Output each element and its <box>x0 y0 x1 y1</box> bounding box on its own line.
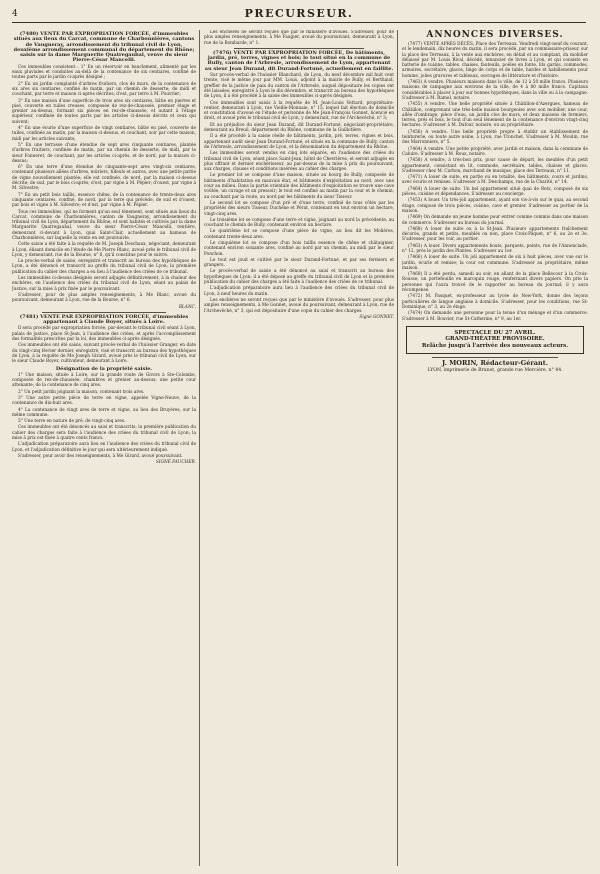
paragraph: Le quatrième lot se compose d'une pièce de vigne, au lieu dit les Molières, contenant trente-deux ares. <box>204 229 394 240</box>
notice-line: SPECTACLE DU 27 AVRIL. <box>454 329 536 336</box>
paragraph: L'adjudication préparatoire aura lieu à l'audience des criées du tribunal civil de Lyon, à neuf heures du matin. <box>204 286 394 297</box>
paragraph: Tous ces immeubles, qui ne forment qu'un seul tènement, sont situés aux lieux du Carcat, commune de Charbonnières, canton de Vaugneray, arrondissement du tribunal civil de Lyon, département du Rhône, et sont habités et cultivés par la dame Marguerite Quatregaubal, veuve du sieur Pierre-César Mancelli, rentière, demeurant ci-devant à Lyon, quai Saint-Clair, actuellement au hameau de Charbonnières, sur laquelle la vente en est poursuivie. <box>12 209 196 241</box>
classified-ad: (7456) A vendre. Une belle propriété propre à établir un établissement de teinturerie, ou toute autre usine, à Lyon, rue Tronchet. S'adresser à M. Moulin, rue des Marronniers, n° 5. <box>402 129 588 146</box>
classified-ad: (7466) A louer de suite. Un joli appartement de six à huit pièces, avec vue sur le jardin, écurie et remise; la cour est commune. S'adresser au propriétaire, même maison. <box>402 255 588 271</box>
paragraph: 4° En une écurie d'une superficie de vingt centiares, bâtie en pisé, couverte de tuiles, confinée au matin, par la maison ci-dessus, et couchant, soir par cette maison, midi par les articles suivants; <box>12 126 196 142</box>
notice-heading: (7481) VENTE PAR EXPROPRIATION FORCÉE, d'immeubles appartenant à Claude Boyer, situés à Loire. <box>19 313 189 326</box>
paragraph: Le tout est jouit et cultivé par le sieur Durand-Fortuné, et par ses fermiers et grangers. <box>204 257 394 269</box>
paragraph: 4° La contenance de vingt ares de terre et vigne, au lieu des Bruyères, sur la même commune. <box>12 407 196 418</box>
paragraph: Le procès-verbal de saisie a été dénoncé au saisi et transcrit au bureau des hypothèques de Lyon; il a été déposé au greffe du tribunal civil de Lyon et la première publication du cahier des charges a été faite à l'audience des criées de ce tribunal. <box>204 269 394 286</box>
editor-name: J. MORIN, Rédacteur-Gérant. <box>442 358 548 367</box>
notice-line: GRAND-THÉATRE PROVISOIRE. <box>445 336 545 343</box>
paragraph: Les immeubles seront vendus en cinq lots séparés, en l'audience des criées du tribunal civil de Lyon, séant place Saint-Jean, hôtel de Chevrières, et seront adjugés en plus offrant et dernier enchérisseur, au par-dessus de la mise à prix du poursuivant, aux charges, clauses et conditions insérées au cahier des charges. <box>204 151 394 173</box>
paragraph: 6° En une terre d'une étendue de cinquante-sept ares vingt-six centiares, contenant plusieurs allées d'arbres, mûriers, tilleuls et autres, avec une petite partie de vigne nouvellement plantée; elle est confinée, de nord, par la maison ci-dessus décrite; de sud, par le bois ci-après; d'est, par vigne à M. Pépier; d'ouest, par vigne à M. Silvestre; <box>12 165 196 192</box>
paragraph: 3° Une autre petite pièce de terre en vigne, appelée Vigne-Neuve, de la contenance de dix-huit ares. <box>12 396 196 407</box>
paragraph: Ces immeubles ont été dénoncés au saisi et transcrits; la première publication du cahier des charges sera faite à l'audience des criées du tribunal civil de Lyon; la mise à prix est fixée à quatre cents francs. <box>12 425 196 442</box>
column-rule-1 <box>199 30 200 866</box>
paragraph: Les enchères ne seront reçues que par le ministère d'avoués. S'adresser, pour de plus amples renseignements, à Me Faugier, avoué du poursuivant, demeurant à Lyon, rue de la Bombarde, n° 1. <box>204 30 394 46</box>
spectacle-notice <box>406 326 584 354</box>
paragraph: 5° Une terre en nature de pré, de vingt-cinq ares. <box>18 419 126 425</box>
paragraph: Il a été procédé à la saisie réelle de bâtiments, jardin, pré, terres, vignes et bois, appartenant audit sieur Jean Durand-Fortuné, et situés en la commune de Bully, canton de l'Arbresle, arrondissement de Lyon, et la dénomination du département du Rhône. <box>204 134 394 150</box>
classified-ad: (7477) VENTE APRÈS DÉCÈS, Place des Terreaux. Vendredi vingt-neuf du courant, et le lendemain, dix heures du matin, il sera procédé, par un commissaire-priseur, sur la place des Terreaux, à la vente aux enchères, en détail et au comptant, du mobilier délaissé par M. Louis Rival, décédé, tenancier de livres à Lyon, et qui consiste en batterie de cuisine, tables, chaises, fauteuils, poêles en fonte, lits garnis, commodes, armoires, secrétaire, glaces, linge de corps et de table, hardes et habillements pour homme, jolies gravures et tableaux, ouvrages de littérature et d'histoire. <box>402 42 588 79</box>
paragraph: 7° En un petit bois taillis, essence chêne, de la contenance de trente-deux ares cinquante centiares, confiné, de nord, par la terre qui précède, de sud et d'ouest, par bois et vigne à M. Silvestre; et d'est, par vigne à M. Pépier. <box>12 192 196 209</box>
paragraph: 2° En un jardin complanté d'arbres fruitiers, clos de murs, de la contenance de six ares six centiares, confiné de matin, par un chemin de desserte; de midi et couchant, par terre et maison ci-après décrites; d'est, par terre à M. Pouvrier; <box>12 81 196 98</box>
signature: SIGNÉ FAUCHER. <box>156 460 196 466</box>
classified-ad: (7463) A vendre. Plusieurs maisons dans la ville, de 12 à 50 mille francs. Plusieurs maisons de campagne aux environs de la ville, de 4 à 80 mille francs. Capitaux considérables à placer à jour sur bonnes hypothèques, dans la ville ou à la campagne. S'adresser à M. Ramel, notaire. <box>402 80 588 101</box>
paragraph: Cette saisie a été faite à la requête de M. Joseph Deschaux, négociant, demeurant à Lyon, élisant domicile en l'étude de Me Pierre Blanc, avoué près le tribunal civil de Lyon, y demeurant, rue de la Bourse, n° 6, qu'il constitue pour le suivre. <box>12 242 196 258</box>
paragraph: 5° En une terrasse d'une étendue de sept ares cinquante centiares, plantée d'arbres fruitiers, confinée de matin, par un chemin de desserte; de midi, par le sieur Fonneret, de couchant, par les articles ci-après, et de nord, par la maison ci-dessus; <box>12 142 196 164</box>
paragraph: L'adjudication préparatoire aura lieu en l'audience des criées du tribunal civil de Lyon, et l'adjudication définitive le jour qui sera ultérieurement indiqué. <box>12 442 196 453</box>
classified-ad: (7472) M. Pasquet, ex-professeur au lycée de New-York, donne des leçons particulières de langue anglaise à domicile. S'adresser, pour les conditions, rue St-Dominique, n° 3, au 2e étage. <box>402 294 588 310</box>
paragraph: Le cinquième lot se compose d'un bois taillis essence de chêne et châtaignier, contenant environ soixante ares, confiné au nord par un chemin, au midi par le sieur Ponchon. <box>204 240 394 257</box>
paragraph: Le procès-verbal de saisie, enregistré et transcrit au bureau des hypothèques de Lyon, a été dénoncé et transcrit au greffe du tribunal civil de Lyon; la première publication du cahier des charges a eu lieu à l'audience des criées de ce tribunal. <box>12 259 196 275</box>
paragraph: Les enchères ne seront reçues que par le ministère d'avoués. S'adresser, pour plus amples renseignements, à Me Gonnet, avoué du poursuivant, demeurant à Lyon, rue de l'Archevêché, n° 3, qui est dépositaire d'une copie du cahier des charges. <box>204 297 394 314</box>
page-title: PRECURSEUR. <box>244 7 354 20</box>
signature: Signé GONNET. <box>359 314 394 320</box>
paragraph: Ces immeubles consistent : 1° En un réservoir en bauclement, alimenté par les eaux pluviales et conduites au-delà de la contenance de six centiares, confiné de toutes parts par le jardin ci-après désigné ; <box>12 64 196 81</box>
classified-ad: (7464) A louer de suite. Un bel appartement situé quai de Retz, composé de six pièces, cuisine et dépendances. S'adresser au concierge. <box>402 186 588 198</box>
separator <box>42 312 166 313</box>
column-rule-2 <box>397 30 398 866</box>
classified-ad: (7469) On demande un jeune homme pour entrer comme commis dans une maison de commerce. S'adresser au bureau du journal. <box>402 215 588 226</box>
paragraph: Il sera procédé par expropriation forcée, par-devant le tribunal civil séant à Lyon, palais de justice, place St-Jean, à l'audience des criées, et après l'accomplissement des formalités prescrites par la loi, des immeubles ci-après désignés. <box>12 326 196 343</box>
paragraph: 3° En une maison d'une superficie de trois ares six centiares, bâtie en pierres et pisé, couverte en tuiles creuses, composée de rez-de-chaussée, premier étage et grenier au-dessus, formant six pièces en rez-de-chaussée, et autant à l'étage supérieur, confinée de toutes parts par les articles ci-dessus décrits et ceux qui suivent; <box>12 98 196 125</box>
paragraph: Le second lot se compose d'un pré et d'une terre, confiné de tous côtés par les propriétés des sieurs Tisseur, Duchêne et Pérat, contenant en tout environ un hectare, vingt-cinq ares. <box>204 200 394 217</box>
paragraph: S'adresser, pour de plus amples renseignements, à Me Blanc, avoué du poursuivant, demeurant à Lyon, rue de la Bourse, n° 6. <box>12 292 196 304</box>
classified-ad: (7474) On demande une personne pour la tenue d'un ménage et d'un commerce. S'adresser à M. Bouvier, rue St-Catherine, n° 9, au 1er. <box>402 311 588 322</box>
section-title: ANNONCES DIVERSES. <box>426 30 564 40</box>
paragraph: 1° Une maison, située à Loire, sur la grande route de Givors à Ste-Colombe, composée de rez-de-chaussée, chambres et grenier au-dessus; une petite cour attenante; de la contenance de cinq ares. <box>12 372 196 389</box>
paragraph: Ces immeubles sont saisis à la requête de M. Jean-Louis Vettard, propriétaire-rentier, demeurant à Lyon, rue Vieille-Monnaie, n° 15, lequel fait élection de domicile et constitution d'avoué en l'étude et personne de Me Jean-François Gonnet, licencié en droit, et avoué près le tribunal civil de Lyon, y demeurant, rue de l'Archevêché, n° 3; <box>204 100 394 122</box>
separator <box>432 357 558 358</box>
column-1 <box>12 30 196 868</box>
paragraph: 2° Un petit jardin joignant la maison, contenant trois ares. <box>18 389 145 395</box>
classified-ad: (7468) A louer de suite ou à la St-Jean. Plusieurs appartements fraîchement décorés, grands et petits, meublés ou non, place Croix-Pâquet, n° 6, au 2e et 3e. S'adresser, pour les voir, au portier. <box>402 226 588 243</box>
page-number: 4 <box>12 9 18 19</box>
classified-ad: (7453) A louer. Un très-joli appartement, ayant son vis-à-vis sur le quai, au second étage, composé de trois pièces, cuisine, cave et grenier. S'adresser au portier de la maison. <box>402 198 588 214</box>
classified-ad: (7455) A vendre. Une belle propriété située à Châtillon-d'Azergues, hameau de Châtillon, comprenant une très-belle maison bourgeoise avec son mobilier, une cour, allée d'ombrage, pièce d'eau, un jardin clos de murs, et deux maisons de fermiers, terres, prés et bois, le tout d'un seul tènement de la contenance d'environ vingt-cinq hectares. S'adresser à M. Dufour, notaire, ou au propriétaire. <box>402 102 588 129</box>
paragraph: Le troisième lot se compose d'une terre et vigne, joignant au nord la précédente, au couchant le chemin de Bully, contenant environ un hectare. <box>204 217 394 229</box>
column-2 <box>204 30 394 868</box>
paragraph: S'adresser, pour avoir des renseignements, à Me Girard, avoué poursuivant. <box>18 453 183 459</box>
signature: BLANC. <box>178 304 196 310</box>
paragraph: Ces immeubles ont été saisis, suivant procès-verbal de l'huissier Granger, en date du vingt-cinq février dernier, enregistré, visé et transcrit au bureau des hypothèques de Lyon, à la requête de Me Joseph Girard, avoué près le tribunal civil de Lyon, sur le sieur Claude Boyer, cultivateur, demeurant à Loire. <box>12 343 196 365</box>
separator <box>234 48 364 49</box>
imprint-line: LYON, imprimerie de Brunet, grande rue Mercière, n° 44. <box>427 367 563 373</box>
classified-ad: (7464) A vendre. Une petite propriété, avec jardin et maison, dans la commune de Caluire. S'adresser à M. Roux, notaire. <box>402 146 588 157</box>
page-header <box>12 6 586 23</box>
classified-ad: (7460) Il a été perdu, samedi au soir, en allant de la place Bellecour à la Croix-Rousse, un portefeuille en maroquin rouge, renfermant divers papiers. On prie la personne qui l'aura trouvé de le rapporter au bureau du journal; il y aura récompense. <box>402 272 588 294</box>
classified-ad: (7458) A vendre, à très-bon prix, pour cause de départ, les meubles d'un petit appartement, consistant en lit, commode, secrétaire, tables, chaises et glaces. S'adresser chez M. Carbon, marchand de musique, place des Terreaux, n° 11. <box>402 158 588 174</box>
paragraph: Sur procès-verbal de l'huissier Blanchard, de Lyon, du neuf décembre mil huit cent trente, visé le même jour par MM. Louis, adjoint à la mairie de Bully, et Berthaud, greffier de la justice de paix du canton de l'Arbresle, auquel dépositaire les copies ont été laissées; enregistré à Lyon le dix décembre, et transcrit au bureau des hypothèques de Lyon, il a été procédé à la saisie des immeubles ci-après désignés. <box>204 73 394 100</box>
notice-heading: (7480) VENTE PAR EXPROPRIATION FORCÉE, d'immeubles situés aux lieux du Carcat, commune de Charbonnières, cantons de Vaugneray, arrondissement du tribunal civil de Lyon, deuxième arrondissement communal du département du Rhône; saisis sur la dame Marguerite Quatregaubal, veuve du sieur Pierre-César Mancelli. <box>13 31 195 64</box>
column-3 <box>402 30 588 868</box>
paragraph: Le premier lot se compose d'une maison, située au bourg de Bully, composée de bâtiments d'habitation en mauvais état, et bâtiments d'exploitation au nord, avec une cour au milieu. Dans la partie orientale des bâtiments d'exploitation se trouve une cave voûtée, un cuvage et un pressoir; le tout est confiné au matin par la cour et le chemin, au couchant par la route, au nord par les bâtiments du sieur Tisseur. <box>204 173 394 200</box>
classified-ad: (7463) A louer. Divers appartements bouts, parquets, peints, rue de l'Annonciade, n° 12, près le jardin des Plantes. S'adresser au 1er. <box>402 243 588 254</box>
paragraph: Les immeubles ci-dessus désignés seront adjugés définitivement, à la chaleur des enchères, en l'audience des criées du tribunal civil de Lyon, séant au palais de Justice, sur la mise à prix fixée par le poursuivant. <box>12 276 196 292</box>
subheading: Désignation de la propriété saisie. <box>55 365 153 372</box>
paragraph: Et au préjudice du sieur Jean Durand, dit Durand-Fortuné, négociant-propriétaire, demeurant au Breuil, département du Rhône, commune de la Guillotière. <box>204 122 394 134</box>
classified-ad: (7471) A louer de suite, en partie ou en totalité, des bâtiments, cours et jardins, avec écurie et remises. S'adresser à M. Deschamps, rue de la Charité, n° 14. <box>402 175 588 186</box>
notice-line: Relâche jusqu'à l'arrivée des nouveaux acteurs. <box>421 343 569 350</box>
notice-heading: (7476) VENTE PAR EXPROPRIATION FORCÉE, De bâtiments, jardin, pré, terres, vignes et bois; le tout situé en la commune de Bully, canton de l'Arbresle, arrondissement de Lyon, appartenant au sieur Jean Durand, dit Durand-Fortuné, actuellement en faillite. <box>204 49 394 72</box>
